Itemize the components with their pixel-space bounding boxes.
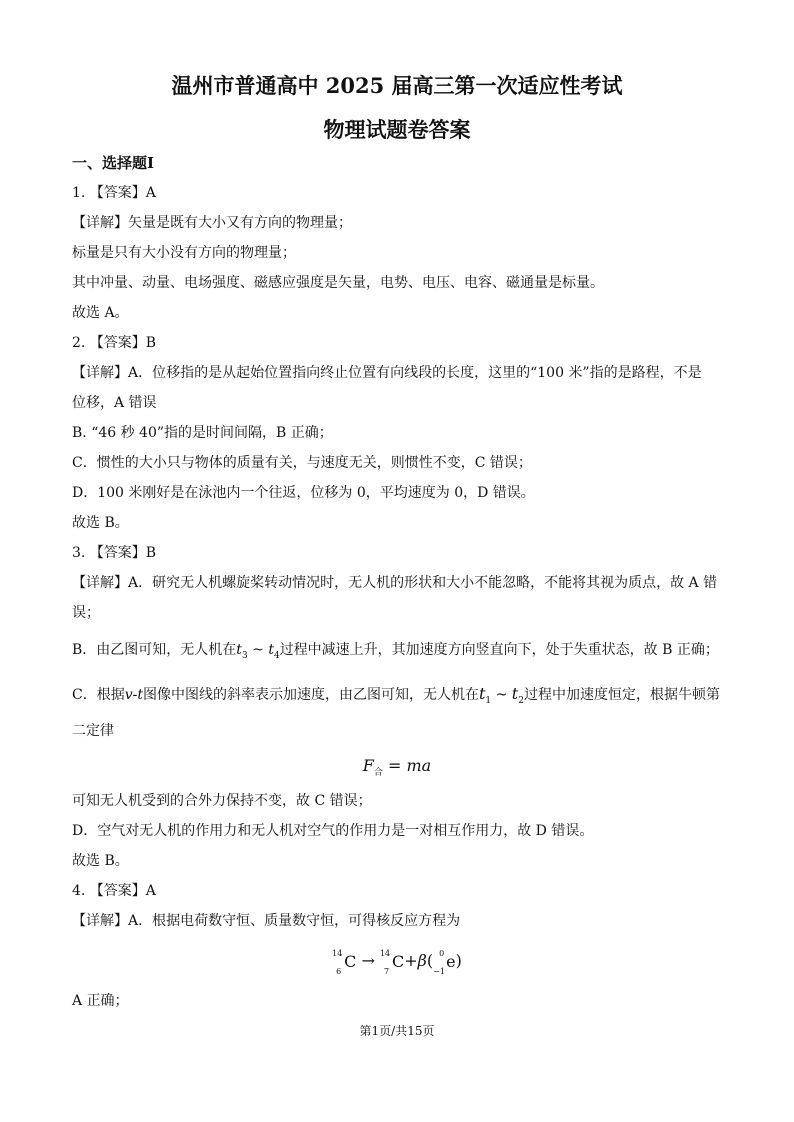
q1-detail-1: 【详解】矢量是既有大小又有方向的物理量； [72, 215, 352, 231]
q2-conclusion: 故选 B。 [72, 515, 129, 531]
nuclear-equation: 14 6 C → 14 7 C+β( 0 −1 e) [72, 936, 722, 986]
q2-detail-2: 位移，A 错误 [72, 395, 157, 411]
q4-detail-2: A 正确； [72, 993, 129, 1009]
q3-answer: 3. 【答案】B [72, 545, 157, 561]
q1-detail-3: 其中冲量、动量、电场强度、磁感应强度是矢量，电势、电压、电容、磁通量是标量。 [72, 275, 604, 291]
newton-equation: $F_合$ = ma [362, 756, 432, 778]
q3-detail-3: 可知无人机受到的合外力保持不变，故 C 错误； [72, 793, 372, 809]
arrow: → [356, 951, 380, 970]
q2-detail-5: D．100 米刚好是在泳池内一个往返，位移为 0，平均速度为 0，D 错误。 [72, 485, 535, 501]
q3-option-c: C．根据v-t图像中图线的斜率表示加速度，由乙图可知，无人机在$t_1$ ~ $t_2$过程中加速度恒定，根据牛顿第 [72, 684, 720, 706]
q2-detail-3: B. “46 秒 40”指的是时间间隔，B 正确； [72, 425, 333, 441]
q3-conclusion: 故选 B。 [72, 853, 129, 869]
q4-answer: 4. 【答案】A [72, 883, 156, 899]
q2-answer: 2. 【答案】B [72, 335, 157, 351]
q3-option-c-cont: 二定律 [72, 723, 114, 739]
electron-symbol: 0 −1 e [433, 948, 456, 976]
q3-option-b: B．由乙图可知，无人机在$t_3$ ~ $t_4$过程中减速上升，其加速度方向竖直向下，处于失重状态，故 B 正确； [72, 642, 719, 661]
nuclide-c14-7: 14 7 C [379, 948, 405, 976]
q1-conclusion: 故选 A。 [72, 305, 129, 321]
nuclide-c14-6: 14 6 C [332, 948, 357, 976]
document-title: 温州市普通高中 2025 届高三第一次适应性考试 [171, 73, 623, 98]
answer-body [72, 148, 722, 1016]
document-subtitle: 物理试题卷答案 [323, 117, 471, 142]
section-heading: 一、选择题Ⅰ [72, 154, 155, 172]
q1-answer: 1. 【答案】A [72, 185, 156, 201]
q3-detail-4: D．空气对无人机的作用力和无人机对空气的作用力是一对相互作用力，故 D 错误。 [72, 823, 594, 839]
q2-detail-4: C．惯性的大小只与物体的质量有关，与速度无关，则惯性不变，C 错误； [72, 455, 532, 471]
q3-detail-1: 【详解】A．研究无人机螺旋桨转动情况时，无人机的形状和大小不能忽略，不能将其视为质点，故 A 错 [72, 575, 718, 591]
q2-detail-1: 【详解】A．位移指的是从起始位置指向终止位置有向线段的长度，这里的“100 米”指的是路程，不是 [72, 365, 702, 381]
q3-detail-2: 误； [72, 605, 100, 621]
page-footer: 第1页/共15页 [359, 1024, 435, 1038]
q4-detail-1: 【详解】A．根据电荷数守恒、质量数守恒，可得核反应方程为 [72, 913, 461, 929]
q1-detail-2: 标量是只有大小没有方向的物理量； [72, 245, 296, 261]
